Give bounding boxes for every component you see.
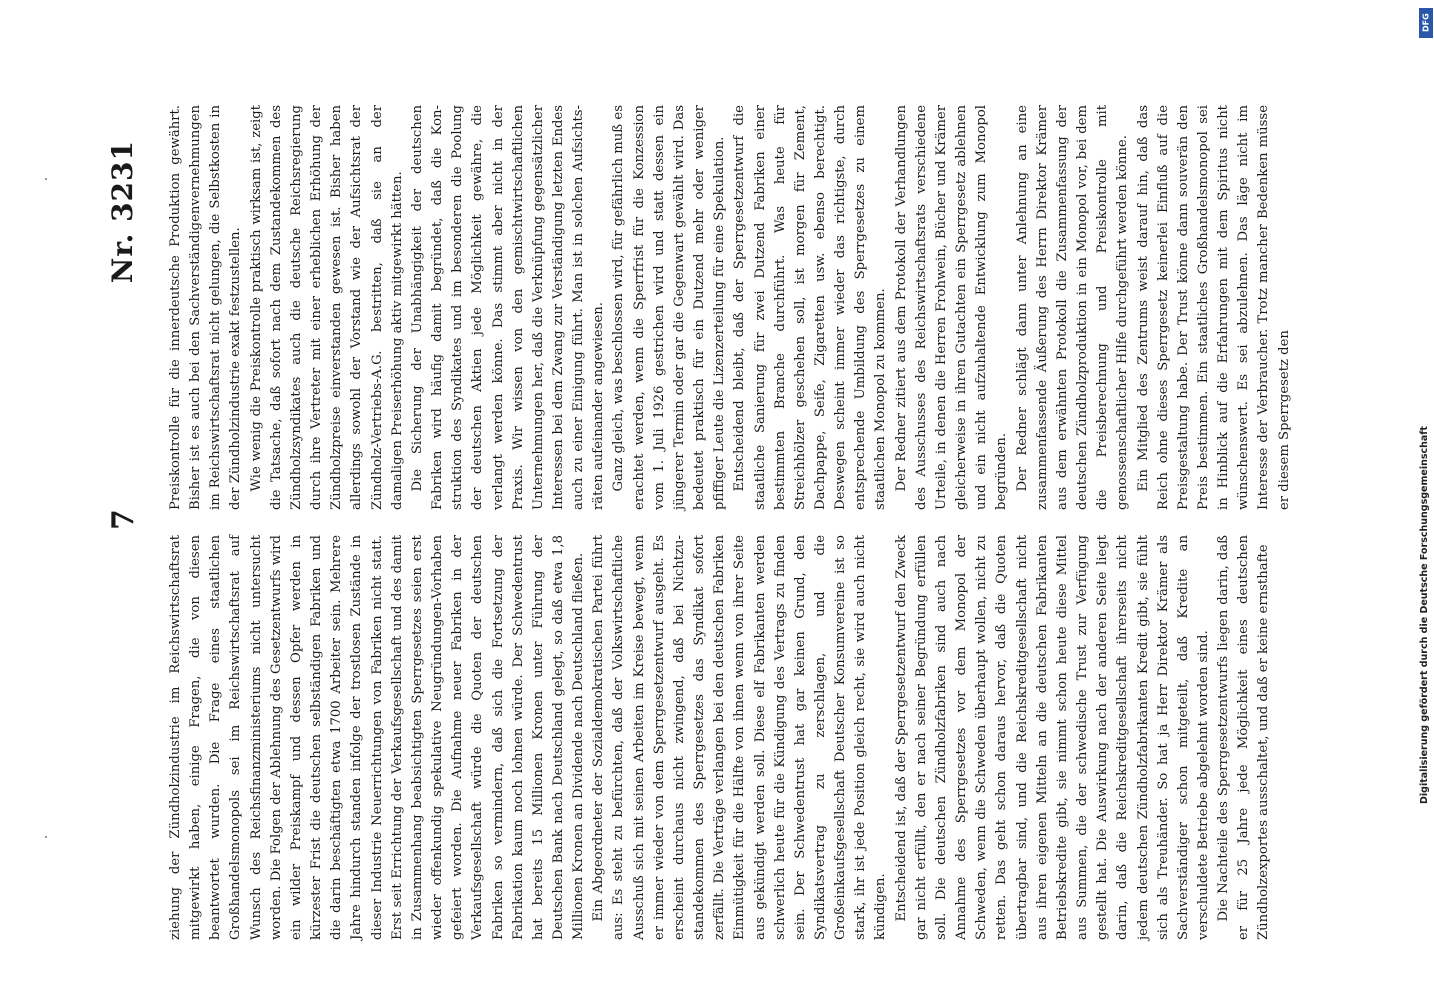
paragraph: Die Sicherung der Unabhängigkeit der deutschen Fabriken wird häufig damit begründet, daß die Konstruktion des Syndikates und im besonderen die Poolung der deutschen Aktien jede Möglichkeit gewähre, die verlangt werden könne. Das stimmt aber nicht in der Praxis. Wir wissen von den gemischtwirtschaftlichen Unternehmungen her, daß die Verknüpfung gegensätzlicher Interessen bei dem Zwang zur Verständigung letzten Endes auch zu einer Einigung führt. Man ist in solchen Aufsichtsräten aufeinander angewiesen.	[409, 105, 607, 510]
right-text-column	[166, 105, 1292, 510]
paragraph: Die Nachteile des Sperrgesetzentwurfs liegen darin, daß er für 25 Jahre jede Möglichkeit eines deutschen Zündholzexportes ausschaltet, und daß er keine ernsthafte	[1216, 535, 1272, 940]
paragraph: Entscheidend bleibt, daß der Sperrgesetzentwurf die staatliche Sanierung für zwei Dutzend Fabriken einer bestimmten Branche durchführt. Was heute für Streichhölzer geschehen soll, ist morgen für Zement, Dachpappe, Seife, Zigaretten usw. ebenso berechtigt. Deswegen scheint immer wieder das richtigste, durch entsprechende Umbildung des Sperrgesetzes zu einem staatlichen Monopol zu kommen.	[732, 105, 889, 510]
paragraph: ziehung der Zündholzindustrie im Reichswirtschaftsrat mitgewirkt haben, einige Fragen, die von diesen beantwortet wurden. Die Frage eines staatlichen Großhandelsmonopols sei im Reichswirtschaftsrat auf Wunsch des Reichsfinanzministeriums nicht untersucht worden. Die Folgen der Ablehnung des Gesetzentwurfs wird ein wilder Preiskampf und dessen Opfer werden in kürzester Frist die deutschen selbständigen Fabriken und die darin beschäftigten etwa 1700 Arbeiter sein. Mehrere Jahre hindurch standen infolge der trostlosen Zustände in dieser Industrie Neuerrichtungen von Fabriken nicht statt. Erst seit Errichtung der Verkaufsgesellschaft und des damit in Zusammenhang beabsichtigten Sperrgesetzes seien erst wieder offenkundig spekulative Neugründungen-Vorhaben gefeiert worden. Die Aufnahme neuer Fabriken in der Verkaufsgesellschaft würde die Quoten der deutschen Fabriken so vermindern, daß sich die Fortsetzung der Fabrikation kaum noch lohnen würde. Der Schwedentrust hat bereits 15 Millionen Kronen unter Führung der Deutschen Bank nach Deutschland gelegt, so daß etwa 1,8 Millionen Kronen an Dividende nach Deutschland fließen.	[168, 535, 587, 940]
scan-speck	[45, 836, 47, 838]
paragraph: Ein Abgeordneter der Sozialdemokratischen Partei führt aus: Es steht zu befürchten, daß der Volkswirtschaftliche Ausschuß sich mit seinen Arbeiten im Kreise bewegt, wenn er immer wieder von dem Sperrgesetzentwurf ausgeht. Es erscheint durchaus nicht zwingend, daß bei Nichtzustandekommen des Sperrgesetzes das Syndikat sofort zerfällt. Die Verträge verlangen bei den deutschen Fabriken Einmütigkeit für die Hälfte von ihnen wenn von ihrer Seite aus gekündigt werden soll. Diese elf Fabrikanten werden schwerlich heute für die Kündigung des Vertrags zu finden sein. Der Schwedentrust hat gar keinen Grund, den Syndikatsvertrag zu zerschlagen, und die Großeinkaufsgesellschaft Deutscher Konsumvereine ist so stark, ihr ist jede Position gleich recht, sie wird auch nicht kündigen.	[591, 535, 889, 940]
scan-speck	[45, 178, 47, 180]
left-text-column	[166, 535, 1276, 940]
page-header	[100, 100, 160, 940]
paragraph: Wie wenig die Preiskontrolle praktisch wirksam ist, zeigt die Tatsache, daß sofort nach dem Zustandekommen des Zündholzsyndikates auch die deutsche Reichsregierung durch ihre Vertreter mit einer erheblichen Erhöhung der Zündholzpreise einverstanden gewesen ist. Bisher haben allerdings sowohl der Vorstand wie der Aufsichtsrat der Zündholz-Vertriebs-A.G. bestritten, daß sie an der damaligen Preiserhöhung aktiv mitgewirkt hätten.	[248, 105, 405, 510]
paragraph: Entscheidend ist, daß der Sperrgesetzentwurf den Zweck gar nicht erfüllt, den er nach seiner Begründung erfüllen soll. Die deutschen Zündholzfabriken sind auch nach Annahme des Sperrgesetzes vor dem Monopol der Schweden, wenn die Schweden überhaupt wollen, nicht zu retten. Das geht schon daraus hervor, daß die Quoten übertragbar sind, und die Reichskreditgesellschaft nicht aus ihren eigenen Mitteln an die deutschen Fabrikanten Betriebskredite gibt, sie nimmt schon heute diese Mittel aus Summen, die der schwedische Trust zur Verfügung gestellt hat. Die Auswirkung nach der anderen Seite liegt darin, daß die Reichskreditgesellschaft ihrerseits nicht jedem deutschen Zündholzfabrikanten Kredit gibt, sie fühlt sich als Treuhänder. So hat ja Herr Direktor Krämer als Sachverständiger schon mitgeteilt, daß Kredite an verschuldete Betriebe abgelehnt worden sind.	[893, 535, 1211, 940]
dfg-logo: DFG	[1419, 8, 1433, 38]
paragraph: Der Redner zitiert aus dem Protokoll der Verhandlungen des Ausschusses des Reichswirtschaftsrats verschiedene Urteile, in denen die Herren Frohwein, Bücher und Krämer gleicherweise in ihren Gutachten ein Sperrgesetz ablehnen und ein nicht aufzuhaltende Entwicklung zum Monopol begründen.	[893, 105, 1010, 510]
paragraph: Der Redner schlägt dann unter Anlehnung an eine zusammenfassende Äußerung des Herrn Direktor Krämer aus dem erwähnten Protokoll die Zusammenfassung der deutschen Zündholzproduktion in ein Monopol vor, bei dem die Preisberechnung und Preiskontrolle mit genossenschaftlicher Hilfe durchgeführt werden könne.	[1014, 105, 1131, 510]
paragraph: Ganz gleich, was beschlossen wird, für gefährlich muß es erachtet werden, wenn die Sperrfrist für die Konzession vom 1. Juli 1926 gestrichen wird und statt dessen ein jüngerer Termin oder gar die Gegenwart gewählt wird. Das bedeutet praktisch für ein Dutzend mehr oder weniger pfiffiger Leute die Lizenzerteilung für eine Spekulation.	[611, 105, 728, 510]
paragraph: Ein Mitglied des Zentrums weist darauf hin, daß das Reich ohne dieses Sperrgesetz keinerlei Einfluß auf die Preisgestaltung habe. Der Trust könne dann souverän den Preis bestimmen. Ein staatliches Großhandelsmonopol sei in Hinblick auf die Erfahrungen mit dem Spiritus nicht wünschenswert. Es sei abzulehnen. Das läge nicht im Interesse der Verbraucher. Trotz mancher Bedenken müsse er diesem Sperrgesetz den	[1135, 105, 1292, 510]
page-number: 7	[106, 509, 141, 530]
digitization-credit: Digitalisierung gefördert durch die Deutsche Forschungsgemeinschaft	[1419, 426, 1430, 804]
rotated-page	[100, 100, 1300, 940]
paragraph: Preiskontrolle für die innerdeutsche Produktion gewährt. Bisher ist es auch bei den Sachverständigenvernehmungen im Reichswirtschaftsrat nicht gelungen, die Selbstkosten in der Zündholzindustrie exakt festzustellen.	[168, 105, 244, 510]
document-number: Nr. 3231	[106, 140, 139, 284]
